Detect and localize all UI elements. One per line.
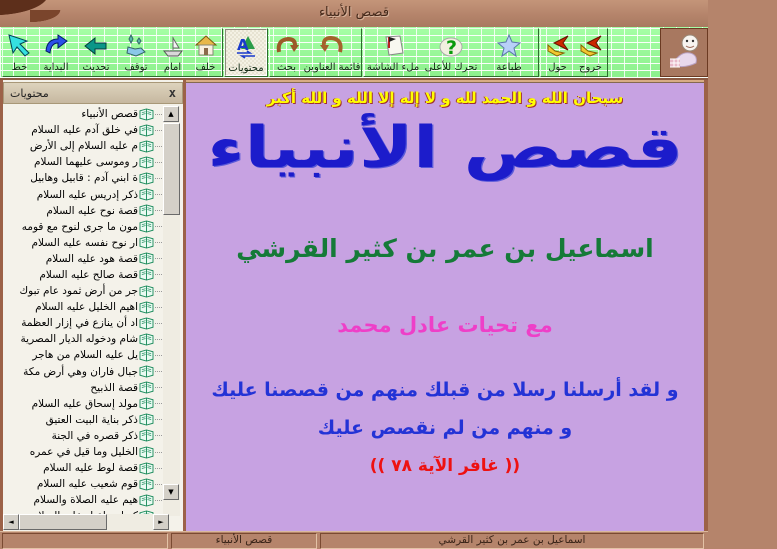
exit-button[interactable] [574,29,607,76]
book-icon [139,188,154,201]
button-label: حول [548,62,567,73]
list-item-label: اهيم الخليل عليه السلام [35,301,138,314]
book-icon [139,333,154,346]
button-label: تحرك للأعلى [424,62,478,73]
left-arrow-icon [83,32,109,60]
hscroll-thumb[interactable] [19,514,107,530]
horizontal-scrollbar[interactable] [3,514,169,530]
list-item[interactable] [3,315,164,331]
contents-button[interactable] [225,29,267,76]
book-icon [139,252,154,265]
search-icon [274,32,300,60]
curved-arrow-icon [43,32,69,60]
list-item[interactable] [3,428,164,444]
toolbar [0,27,708,80]
scroll-left-icon[interactable]: ◄ [3,514,19,530]
print-button[interactable] [480,29,538,76]
search-button[interactable] [270,29,303,76]
about-button[interactable] [541,29,574,76]
list-item-label: مون ما جرى لنوح مع قومه [21,220,138,233]
svg-text:A: A [237,36,249,54]
fullscreen-button[interactable] [364,29,422,76]
list-item-label: ة ابني آدم : قابيل وهابيل [30,172,138,185]
forward-button[interactable] [156,29,189,76]
list-item[interactable] [3,283,164,299]
book-icon [139,397,154,410]
greeting-line: مع تحيات عادل محمد [337,312,553,337]
list-item-label: قصة لوط عليه السلام [43,462,138,475]
book-icon [139,381,154,394]
nw-arrow-icon [7,32,33,60]
list-item-label: قصة الذبيح [90,381,138,394]
list-item[interactable] [3,203,164,219]
list-item-label: ذكر إدريس عليه السلام [36,188,138,201]
list-item[interactable] [3,299,164,315]
book-icon [139,268,154,281]
contents-icon [233,33,259,61]
list-item-label: هيم عليه الصلاة والسلام [33,494,138,507]
star-icon [496,32,522,60]
book-icon [139,413,154,426]
list-item[interactable] [3,380,164,396]
toolbar-group-search [269,28,362,77]
button-label: توقف [124,62,148,73]
flag-page-icon [380,32,406,60]
move-up-button[interactable] [422,29,480,76]
list-item[interactable] [3,460,164,476]
toolbar-group-view [363,28,539,77]
titlebar [0,0,708,28]
book-icon [139,349,154,362]
book-icon [139,301,154,314]
book-icon [139,462,154,475]
button-label: ملء الشاشة [366,62,420,73]
tasbih-line: سبحان الله و الحمد لله و لا إله إلا الله و الله أكبر [266,89,624,107]
verse-line-1: و لقد أرسلنا رسلا من قبلك منهم من قصصنا عليك [211,378,679,401]
toolbar-group-nav [2,28,223,77]
button-label: قائمة العناوين [303,62,361,73]
button-label: خروج [579,62,602,73]
titles-list-button[interactable] [303,29,361,76]
scroll-down-icon[interactable]: ▼ [163,484,179,500]
list-item[interactable] [3,444,164,460]
button-label: امام [163,62,182,73]
book-icon [139,220,154,233]
verse-line-2: و منهم من لم نقصص عليك [317,416,573,439]
book-icon [139,236,154,249]
list-item-label: الخليل وما قيل في عمره [29,446,138,459]
boat-icon [160,32,186,60]
book-icon [139,285,154,298]
button-label: البداية [43,62,69,73]
list-item-label: جبال فاران وهي أرض مكة [23,365,138,378]
list-item[interactable] [3,251,164,267]
verse-reference: (( غافر الآية ٧٨ )) [369,455,521,476]
refresh-button[interactable] [76,29,116,76]
sparkle-icon [123,32,149,60]
list-item[interactable] [3,347,164,363]
list-item[interactable] [3,219,164,235]
close-icon[interactable]: x [168,86,176,100]
list-item-label: ار نوح نفسه عليه السلام [31,236,138,249]
home-button[interactable] [36,29,76,76]
list-item[interactable] [3,364,164,380]
button-label: تحديث [82,62,110,73]
status-panel-middle: قصص الأنبياء [171,533,317,549]
titles-list-icon [319,32,345,60]
list-item-label: م عليه السلام إلى الأرض [29,140,138,153]
red-arrow-icon [545,32,571,60]
svg-text:?: ? [446,37,458,59]
button-label: بحث [276,62,297,73]
button-label: خلف [195,62,216,73]
list-item[interactable] [3,412,164,428]
toolbar-group-app [540,28,608,77]
book-icon [139,494,154,507]
home-icon [193,32,219,60]
list-item-label: قصة نوح عليه السلام [46,204,138,217]
book-icon [139,365,154,378]
scroll-right-icon[interactable]: ► [153,514,169,530]
list-item-label: مولد إسحاق عليه السلام [31,397,138,410]
list-item-label: ذكر قصره في الجنة [51,429,138,442]
list-item-label: في خلق آدم عليه السلام [31,124,138,137]
mascot-panel [660,28,708,77]
stop-button[interactable] [116,29,156,76]
question-icon [438,32,464,60]
list-item-label: يل عليه السلام من هاجر [32,349,138,362]
list-item-label: ر وموسى عليهما السلام [33,156,138,169]
book-icon [139,429,154,442]
list-item-label: شام ودخوله الديار المصرية [20,333,138,346]
scroll-up-icon[interactable]: ▲ [163,106,179,122]
book-icon [139,446,154,459]
status-panel-right: اسماعيل بن عمر بن كثير القرشي [320,533,704,549]
button-label: طباعة [496,62,522,73]
book-icon [139,478,154,491]
book-icon [139,204,154,217]
sidebar-title: محتويات [10,86,49,100]
list-item[interactable] [3,396,164,412]
sidebar-header [3,82,183,104]
list-item-label: جر من أرض ثمود عام تبوك [19,285,138,298]
statusbar [0,531,708,545]
list-item[interactable] [3,331,164,347]
author-name: اسماعيل بن عمر بن كثير القرشي [236,233,654,263]
list-item[interactable] [3,235,164,251]
list-item[interactable] [3,492,164,508]
list-item-label: قصة هود عليه السلام [45,252,138,265]
list-item-label: قصة صالح عليه السلام [39,268,138,281]
red-arrow-icon [578,32,604,60]
main-content [186,80,704,532]
list-item[interactable] [3,476,164,492]
button-label: محتويات [228,63,264,74]
list-item-label: اد أن ينازع في إزار العظمة [21,317,138,330]
window-title: قصص الأنبياء [318,5,390,20]
list-item-label: قوم شعيب عليه السلام [36,478,138,491]
button-label: خط [11,62,28,73]
book-title: قصص الأنبياء [207,115,683,181]
toolbar-group-contents [224,28,268,77]
book-icon [139,317,154,330]
list-item-label: قصص الأنبياء [81,108,138,121]
status-panel-left [2,533,168,549]
font-button[interactable] [3,29,36,76]
mascot-icon [664,31,704,75]
back-button[interactable] [189,29,222,76]
list-item-label: ذكر بناية البيت العتيق [45,413,138,426]
list-item[interactable] [3,267,164,283]
